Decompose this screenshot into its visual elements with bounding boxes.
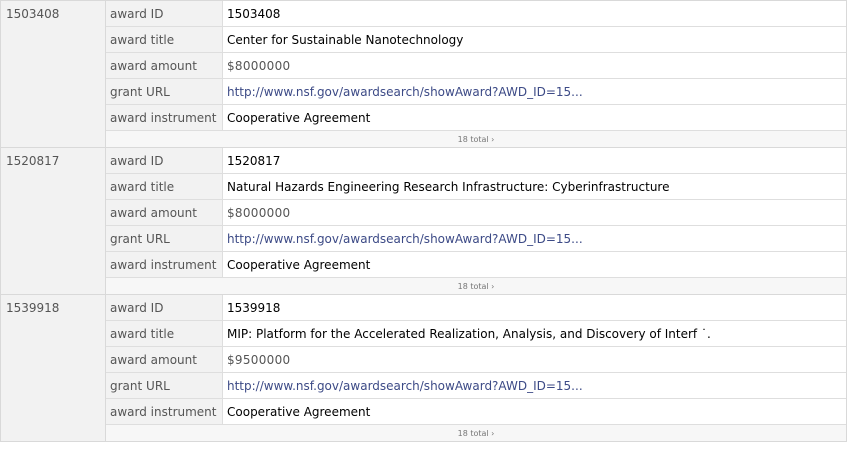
record-row bbox=[1, 1, 847, 148]
field-row-grant-url bbox=[106, 226, 846, 252]
record-details bbox=[106, 1, 847, 148]
field-row-award-amount bbox=[106, 53, 846, 79]
award-amount-value: $8000000 bbox=[223, 53, 847, 79]
field-row-grant-url bbox=[106, 373, 846, 399]
details-table bbox=[106, 295, 846, 441]
field-label: award amount bbox=[106, 347, 223, 373]
grant-url-link[interactable]: http://www.nsf.gov/awardsearch/showAward?AWD_ID=15... bbox=[223, 79, 847, 105]
award-instrument-value: Cooperative Agreement bbox=[223, 252, 847, 278]
field-label: award ID bbox=[106, 295, 223, 321]
record-key: 1520817 bbox=[1, 148, 106, 295]
field-label: award instrument bbox=[106, 399, 223, 425]
field-label: award title bbox=[106, 27, 223, 53]
award-amount-value: $9500000 bbox=[223, 347, 847, 373]
field-label: award instrument bbox=[106, 252, 223, 278]
field-label: grant URL bbox=[106, 226, 223, 252]
field-label: award amount bbox=[106, 200, 223, 226]
field-label: award title bbox=[106, 174, 223, 200]
field-row-award-id bbox=[106, 148, 846, 174]
record-details bbox=[106, 295, 847, 442]
record-key: 1503408 bbox=[1, 1, 106, 148]
pagination-footer bbox=[106, 425, 846, 442]
award-instrument-value: Cooperative Agreement bbox=[223, 399, 847, 425]
field-row-award-title bbox=[106, 321, 846, 347]
field-row-award-title bbox=[106, 174, 846, 200]
award-title-value: MIP: Platform for the Accelerated Realization, Analysis, and Discovery of Interf ˙. bbox=[223, 321, 847, 347]
record-row bbox=[1, 148, 847, 295]
field-row-award-amount bbox=[106, 200, 846, 226]
field-label: award ID bbox=[106, 1, 223, 27]
field-label: grant URL bbox=[106, 79, 223, 105]
field-row-award-instrument bbox=[106, 399, 846, 425]
field-row-award-id bbox=[106, 1, 846, 27]
record-details bbox=[106, 148, 847, 295]
field-label: award amount bbox=[106, 53, 223, 79]
total-count-link[interactable]: 18 total › bbox=[106, 278, 846, 295]
award-id-value: 1520817 bbox=[223, 148, 847, 174]
award-amount-value: $8000000 bbox=[223, 200, 847, 226]
details-table bbox=[106, 1, 846, 147]
field-label: award title bbox=[106, 321, 223, 347]
field-row-grant-url bbox=[106, 79, 846, 105]
total-count-link[interactable]: 18 total › bbox=[106, 131, 846, 148]
total-count-link[interactable]: 18 total › bbox=[106, 425, 846, 442]
pagination-footer bbox=[106, 278, 846, 295]
award-id-value: 1503408 bbox=[223, 1, 847, 27]
field-row-award-id bbox=[106, 295, 846, 321]
field-row-award-amount bbox=[106, 347, 846, 373]
field-row-award-instrument bbox=[106, 105, 846, 131]
field-row-award-title bbox=[106, 27, 846, 53]
award-title-value: Center for Sustainable Nanotechnology bbox=[223, 27, 847, 53]
record-row bbox=[1, 295, 847, 442]
pagination-footer bbox=[106, 131, 846, 148]
grant-url-link[interactable]: http://www.nsf.gov/awardsearch/showAward?AWD_ID=15... bbox=[223, 373, 847, 399]
field-label: award instrument bbox=[106, 105, 223, 131]
details-table bbox=[106, 148, 846, 294]
record-key: 1539918 bbox=[1, 295, 106, 442]
field-label: award ID bbox=[106, 148, 223, 174]
award-id-value: 1539918 bbox=[223, 295, 847, 321]
field-row-award-instrument bbox=[106, 252, 846, 278]
award-title-value: Natural Hazards Engineering Research Infrastructure: Cyberinfrastructure bbox=[223, 174, 847, 200]
field-label: grant URL bbox=[106, 373, 223, 399]
grant-url-link[interactable]: http://www.nsf.gov/awardsearch/showAward?AWD_ID=15... bbox=[223, 226, 847, 252]
award-instrument-value: Cooperative Agreement bbox=[223, 105, 847, 131]
